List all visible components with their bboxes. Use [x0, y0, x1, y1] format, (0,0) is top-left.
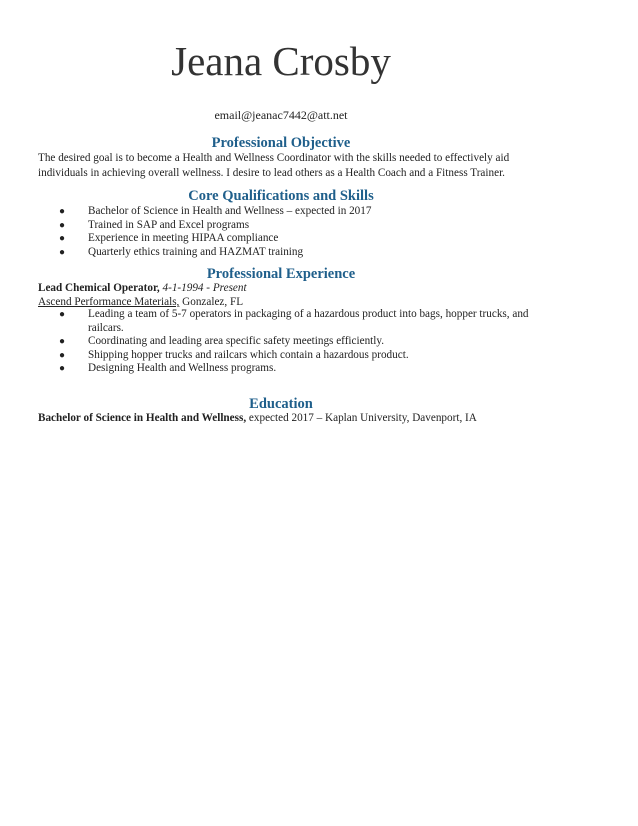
list-item: ● Trained in SAP and Excel programs	[59, 218, 250, 231]
qualifications-heading: Core Qualifications and Skills	[188, 188, 374, 204]
list-item: ● Quarterly ethics training and HAZMAT training	[59, 245, 304, 258]
job-title-line	[38, 281, 247, 295]
degree-details: expected 2017 – Kaplan University, Davenport, IA	[248, 412, 477, 424]
education-line	[38, 411, 477, 425]
list-item: ● Coordinating and leading area specific safety meetings efficiently.	[59, 335, 385, 347]
job-dates: 4-1-1994 - Present	[162, 282, 247, 294]
bullet-icon: ●	[59, 206, 66, 217]
bullet-icon: ●	[59, 349, 66, 361]
list-item: ● Shipping hopper trucks and railcars which contain a hazardous product.	[59, 348, 409, 361]
employer-name: Ascend Performance Materials,	[38, 296, 180, 308]
objective-heading: Professional Objective	[211, 135, 351, 151]
experience-list	[38, 308, 538, 376]
degree-name: Bachelor of Science in Health and Wellness,	[38, 412, 247, 424]
qualifications-list	[38, 205, 538, 259]
bullet-icon: ●	[59, 246, 66, 258]
candidate-name: Jeana Crosby	[171, 38, 391, 84]
list-item: ● Leading a team of 5-7 operators in packaging of a hazardous product into bags, hopper trucks, and railcars.	[59, 308, 529, 334]
list-item: ● Bachelor of Science in Health and Wellness – expected in 2017	[59, 205, 372, 217]
email-address: email@jeanac7442@att.net	[214, 108, 348, 122]
list-item: ● Experience in meeting HIPAA compliance	[59, 232, 279, 244]
bullet-icon: ●	[59, 336, 66, 347]
education-heading: Education	[249, 396, 313, 412]
bullet-icon: ●	[59, 309, 66, 320]
bullet-icon: ●	[59, 363, 66, 374]
job-title: Lead Chemical Operator,	[38, 282, 160, 294]
employer-location: Gonzalez, FL	[182, 296, 244, 308]
bullet-icon: ●	[59, 233, 66, 244]
employer-line	[38, 295, 243, 309]
bullet-icon: ●	[59, 219, 66, 231]
list-item: ● Designing Health and Wellness programs.	[59, 362, 277, 374]
experience-heading: Professional Experience	[206, 266, 356, 282]
objective-text: The desired goal is to become a Health and Wellness Coordinator with the skills needed to effectively aid individuals in achieving overall wellness. I desire to lead others as a Health Coach and a Fitness Trainer.	[38, 152, 510, 179]
